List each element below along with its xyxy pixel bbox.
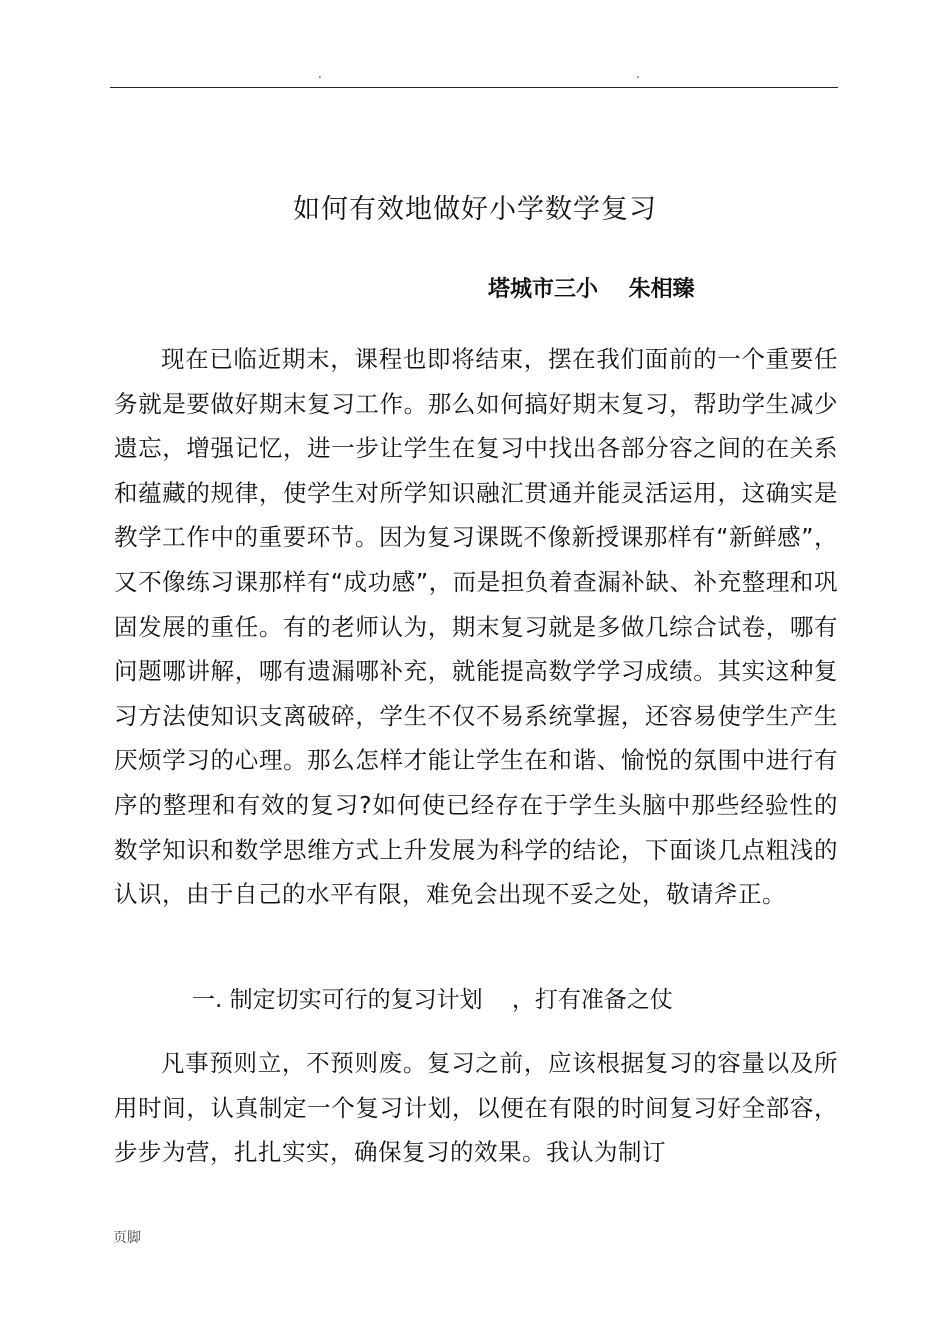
paragraph-section-1: 凡事预则立，不预则废。复习之前，应该根据复习的容量以及所用时间，认真制定一个复习计划，以便在有限的时间复习好全部容，步步为营，扎扎实实，确保复习的效果。我认为制订 [114,1049,838,1167]
page-footer: 页脚 [113,1230,141,1246]
paragraph-intro: 现在已临近期末，课程也即将结束，摆在我们面前的一个重要任务就是要做好期末复习工作。那么如何搞好期末复习，帮助学生减少遗忘，增强记忆，进一步让学生在复习中找出各部分容之间的在关系和蕴藏的规律，使学生对所学知识融汇贯通并能灵活运用，这确实是教学工作中的重要环节。因为复习课既不像新授课那样有“新鲜感”，又不像练习课那样有“成功感”，而是担负着查漏补缺、补充整理和巩固发展的重任。有的老师认为，期末复习就是多做几综合试卷，哪有问题哪讲解，哪有遗漏哪补充，就能提高数学学习成绩。其实这种复习方法使知识支离破碎，学生不仅不易系统掌握，还容易使学生产生厌烦学习的心理。那么怎样才能让学生在和谐、愉悦的氛围中进行有序的整理和有效的复习?如何使已经存在于学生头脑中那些经验性的数学知识和数学思维方式上升发展为科学的结论，下面谈几点粗浅的认识，由于自己的水平有限，难免会出现不妥之处，敬请斧正。 [114,345,838,909]
author-line: 塔城市三小 朱相臻 [488,277,695,302]
document-title: 如何有效地做好小学数学复习 [293,194,657,226]
header-mark-left: . [318,67,322,81]
header-mark-right: . [636,67,640,81]
section-heading-1: 一. 制定切实可行的复习计划 ，打有准备之仗 [192,987,673,1013]
header-rule [110,87,838,88]
